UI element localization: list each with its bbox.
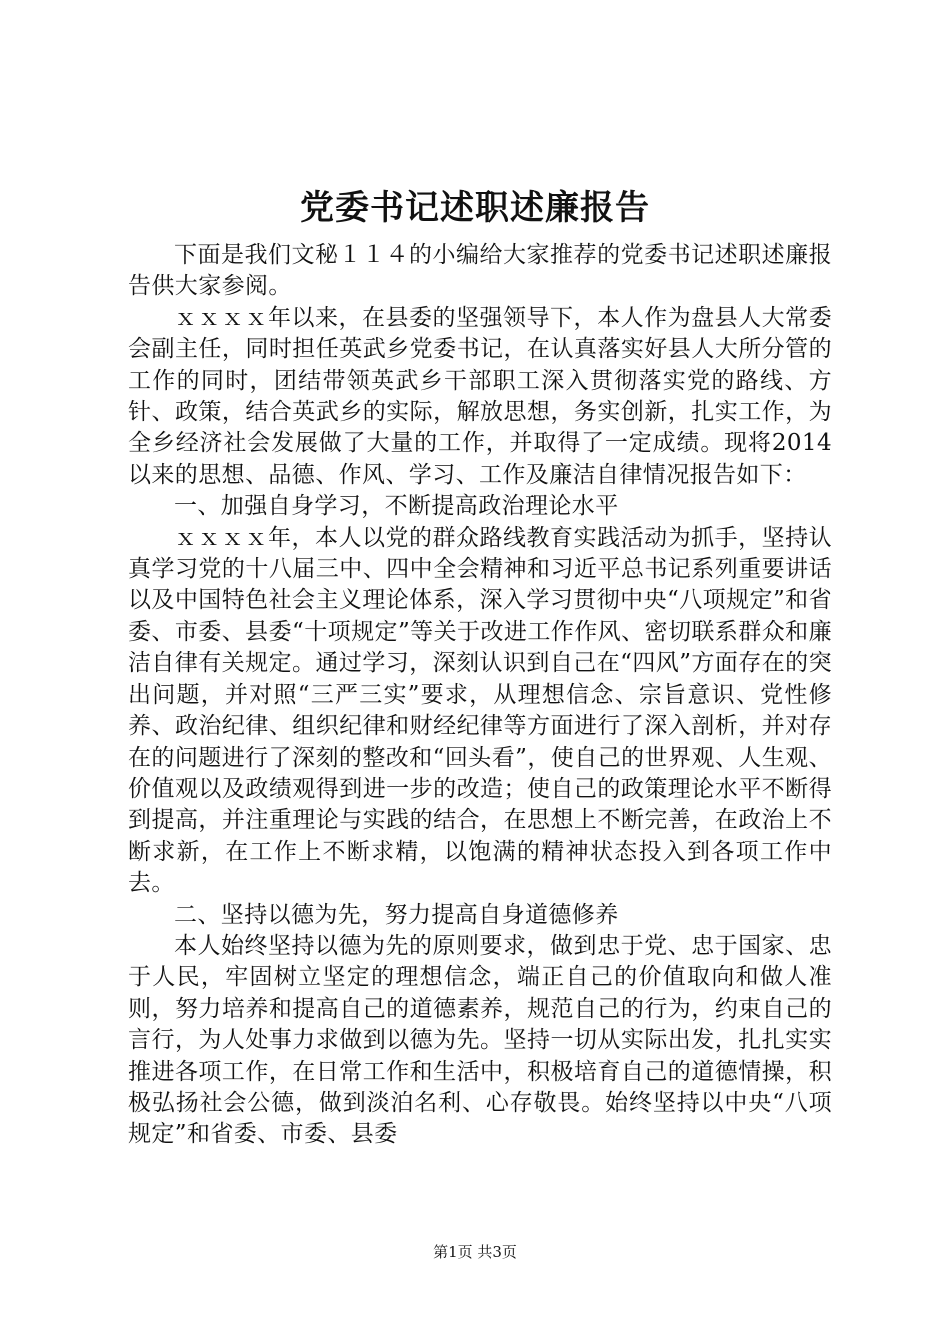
page-number-footer: 第1页 共3页 [433, 1243, 517, 1261]
document-body [128, 240, 832, 1151]
document-title: 党委书记述职述廉报告 [300, 188, 650, 228]
paragraph-morality: 本人始终坚持以德为先的原则要求，做到忠于党、忠于国家、忠于人民，牢固树立坚定的理想信念，端正自己的价值取向和做人准则，努力培养和提高自己的道德素养，规范自己的行为，约束自己的言行，为人处事力求做到以德为先。坚持一切从实际出发，扎扎实实推进各项工作，在日常工作和生活中，积极培育自己的道德情操，积极弘扬社会公德，做到淡泊名利、心存敬畏。始终坚持以中央“八项规定”和省委、市委、县委 [128, 932, 832, 1148]
section-heading-1: 一、加强自身学习，不断提高政治理论水平 [174, 493, 619, 520]
paragraph-intro: 下面是我们文秘１１４的小编给大家推荐的党委书记述职述廉报告供大家参阅。 [128, 242, 832, 300]
paragraph-study: ｘｘｘｘ年，本人以党的群众路线教育实践活动为抓手，坚持认真学习党的十八届三中、四中全会精神和习近平总书记系列重要讲话以及中国特色社会主义理论体系，深入学习贯彻中央“八项规定”和省委、市委、县委“十项规定”等关于改进工作作风、密切联系群众和廉洁自律有关规定。通过学习，深刻认识到自己在“四风”方面存在的突出问题，并对照“三严三实”要求，从理想信念、宗旨意识、党性修养、政治纪律、组织纪律和财经纪律等方面进行了深入剖析，并对存在的问题进行了深刻的整改和“回头看”，使自己的世界观、人生观、价值观以及政绩观得到进一步的改造；使自己的政策理论水平不断得到提高，并注重理论与实践的结合，在思想上不断完善，在政治上不断求新，在工作上不断求精，以饱满的精神状态投入到各项工作中去。 [128, 524, 832, 897]
section-heading-2: 二、坚持以德为先，努力提高自身道德修养 [174, 901, 619, 928]
paragraph-overview: ｘｘｘｘ年以来，在县委的坚强领导下，本人作为盘县人大常委会副主任，同时担任英武乡党委书记，在认真落实好县人大所分管的工作的同时，团结带领英武乡干部职工深入贯彻落实党的路线、方针、政策，结合英武乡的实际，解放思想，务实创新，扎实工作，为全乡经济社会发展做了大量的工作，并取得了一定成绩。现将2014以来的思想、品德、作风、学习、工作及廉洁自律情况报告如下： [128, 304, 832, 488]
